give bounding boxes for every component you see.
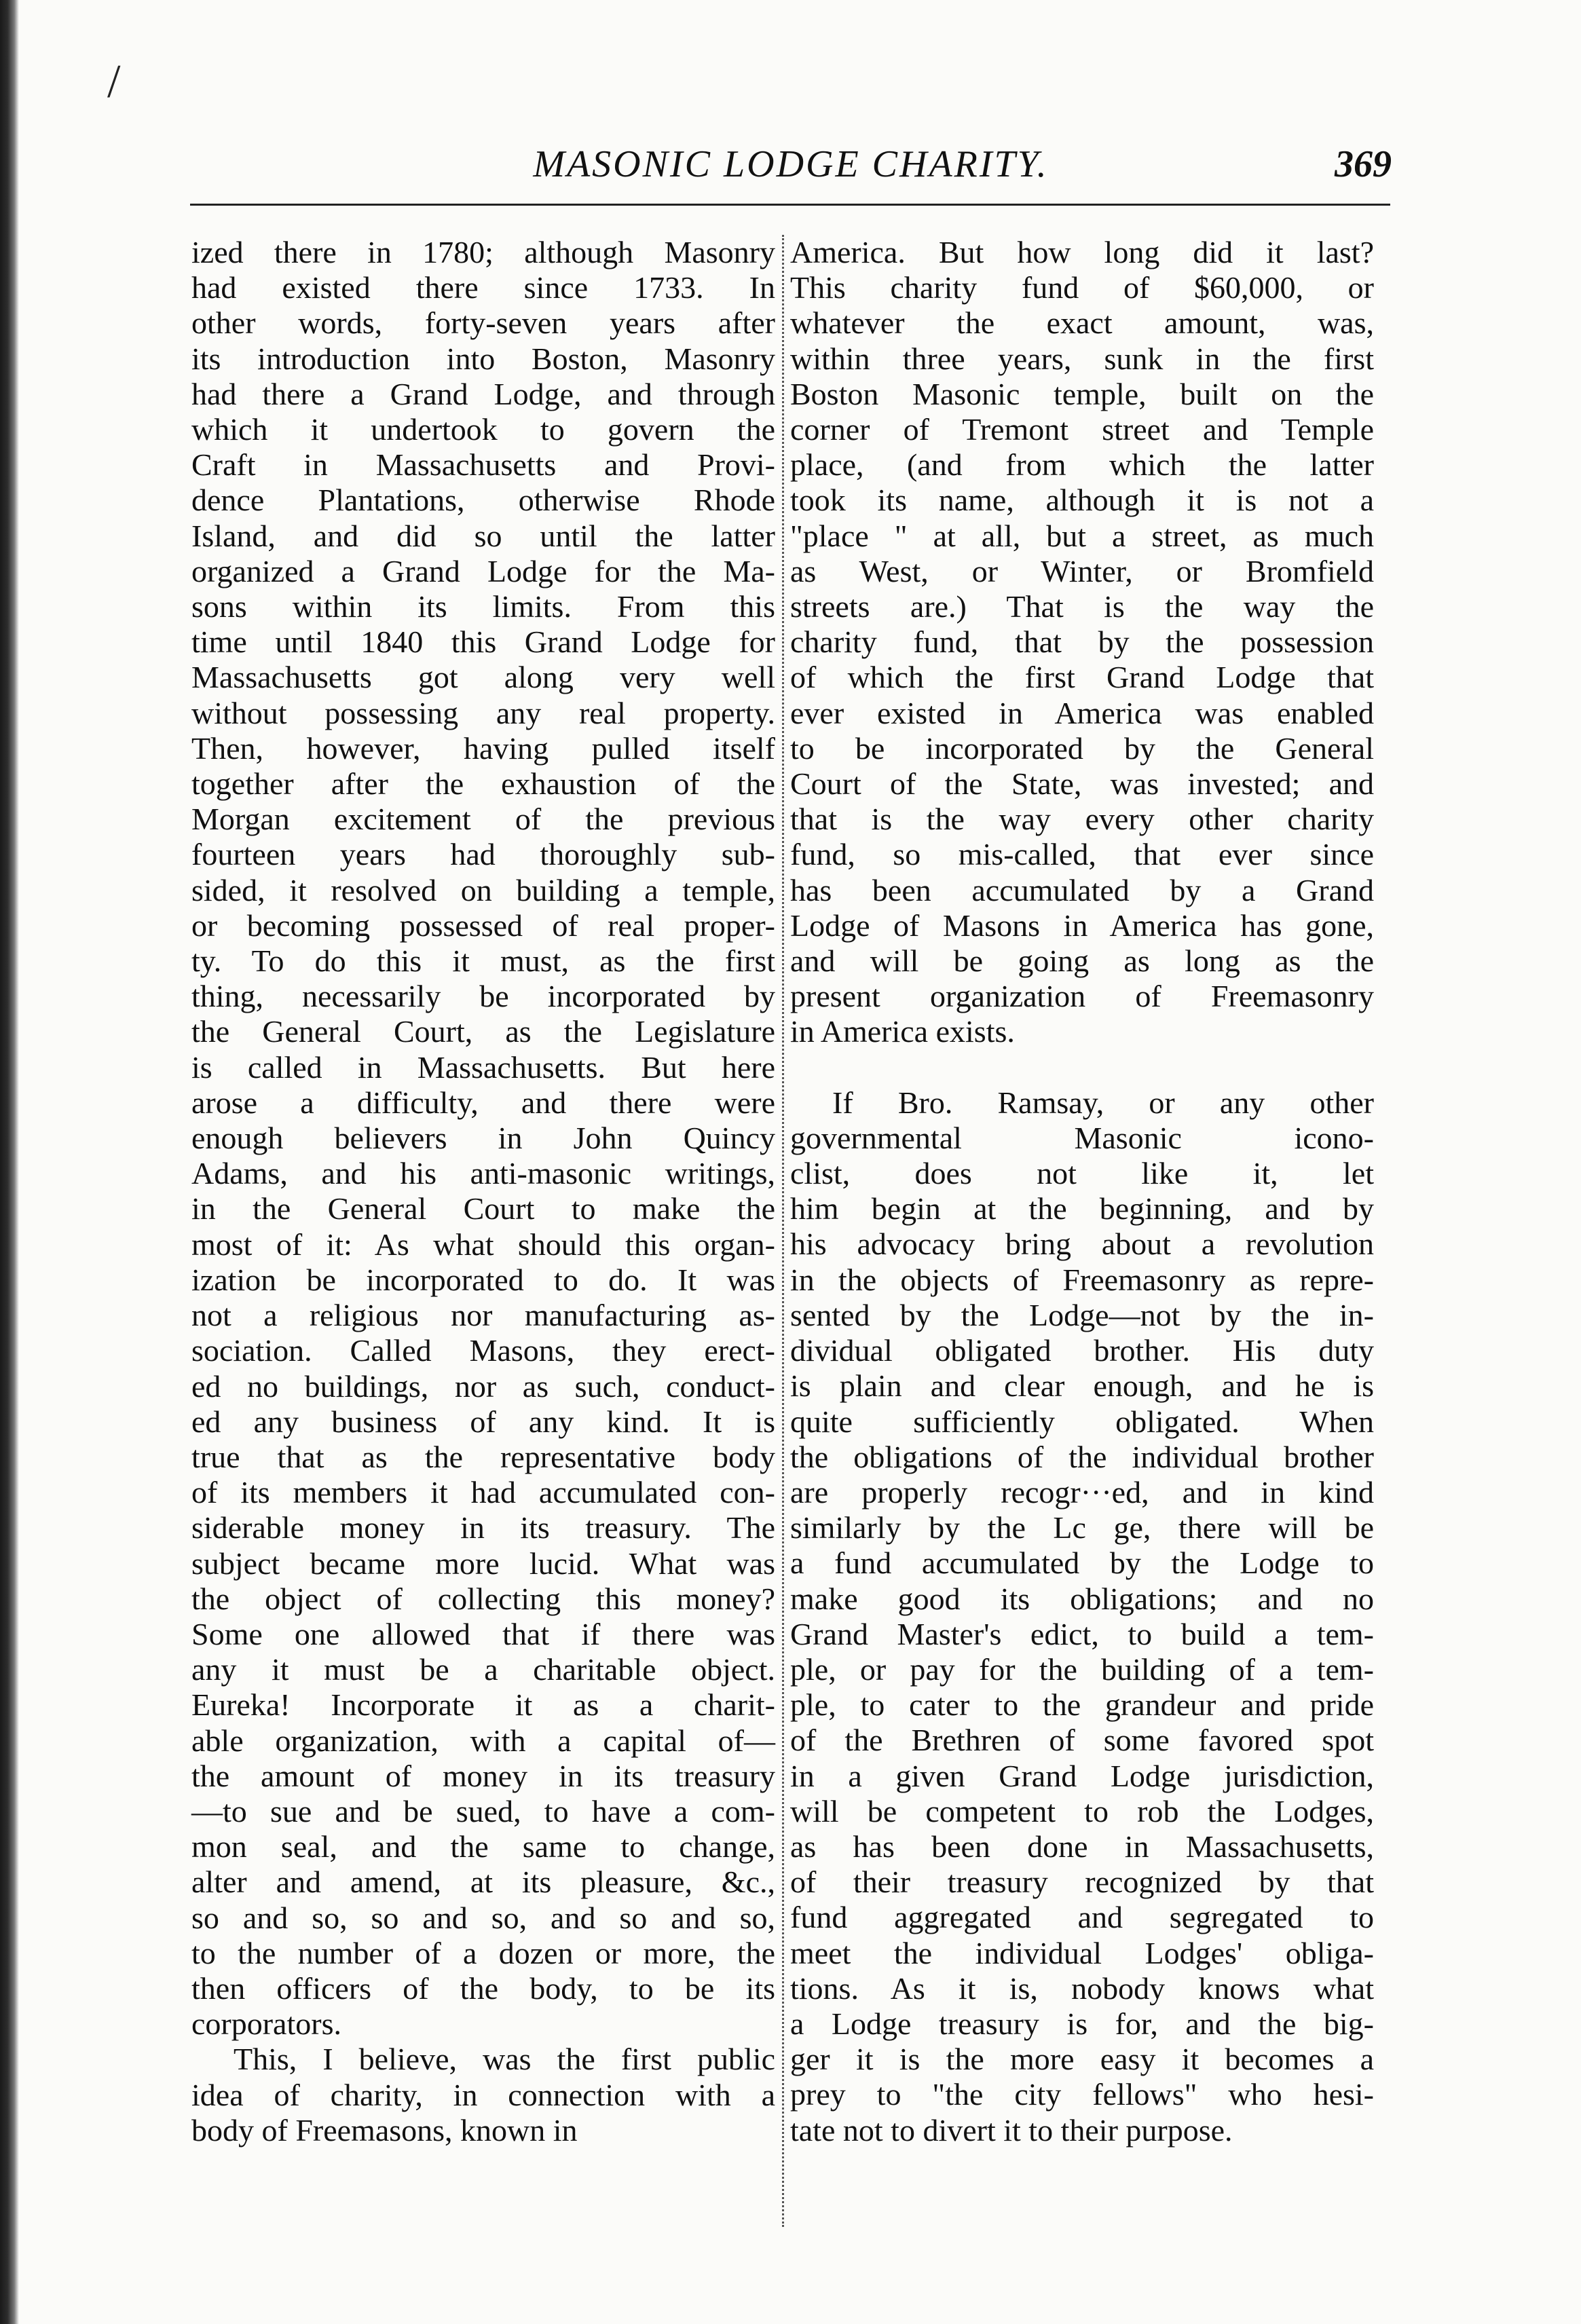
text-line: governmental Masonic icono- <box>790 1120 1374 1155</box>
text-line: in the objects of Freemasonry as repre- <box>790 1262 1374 1297</box>
text-line: as West, or Winter, or Bromfield <box>790 553 1374 588</box>
page-header <box>190 137 1392 191</box>
text-line: him begin at the beginning, and by <box>790 1191 1374 1226</box>
text-line: Massachusetts got along very well <box>191 660 775 695</box>
text-line: sented by the Lodge—not by the in- <box>790 1297 1374 1332</box>
text-line: Boston Masonic temple, built on the <box>790 376 1374 411</box>
text-line: the amount of money in its treasury <box>191 1758 775 1793</box>
header-rule <box>190 204 1390 206</box>
text-line: Morgan excitement of the previous <box>191 802 775 837</box>
text-line: dividual obligated brother. His duty <box>790 1333 1374 1368</box>
text-line: that is the way every other charity <box>790 802 1374 837</box>
text-line: America. But how long did it last? <box>790 235 1374 269</box>
text-line: without possessing any real property. <box>191 695 775 730</box>
text-line: most of it: As what should this organ- <box>191 1226 775 1262</box>
text-line: of their treasury recognized by that <box>790 1864 1374 1900</box>
text-line: dence Plantations, otherwise Rhode <box>191 483 775 518</box>
text-line: This charity fund of $60,000, or <box>790 270 1374 305</box>
text-line: its introduction into Boston, Masonry <box>191 341 775 376</box>
text-line: of its members it had accumulated con- <box>191 1475 775 1510</box>
text-line: meet the individual Lodges' obliga- <box>790 1935 1374 1970</box>
text-line: enough believers in John Quincy <box>191 1121 775 1156</box>
text-line: ization be incorporated to do. It was <box>191 1262 775 1297</box>
text-line: subject became more lucid. What was <box>191 1545 775 1581</box>
text-line: are properly recogr···ed, and in kind <box>790 1474 1374 1510</box>
text-line: fund, so mis-called, that ever since <box>790 837 1374 872</box>
text-line: —to sue and be sued, to have a com- <box>191 1793 775 1829</box>
text-line: sociation. Called Masons, they erect- <box>191 1333 775 1368</box>
running-title: MASONIC LODGE CHARITY. <box>533 143 1049 185</box>
text-line: fund aggregated and segregated to <box>790 1900 1374 1935</box>
text-line: Court of the State, was invested; and <box>790 766 1374 802</box>
text-line: arose a difficulty, and there were <box>191 1085 775 1120</box>
text-line: present organization of Freemasonry <box>790 979 1374 1014</box>
text-line: of which the first Grand Lodge that <box>790 660 1374 695</box>
text-line: mon seal, and the same to change, <box>191 1829 775 1864</box>
text-line: is plain and clear enough, and he is <box>790 1368 1374 1404</box>
text-line: thing, necessarily be incorporated by <box>191 979 775 1014</box>
text-line: ger it is the more easy it becomes a <box>790 2042 1374 2077</box>
text-line: a Lodge treasury is for, and the big- <box>790 2006 1374 2041</box>
text-line: in the General Court to make the <box>191 1191 775 1226</box>
text-line: a fund accumulated by the Lodge to <box>790 1545 1374 1581</box>
text-line: organized a Grand Lodge for the Ma- <box>191 553 775 588</box>
text-line: Eureka! Incorporate it as a charit- <box>191 1687 775 1723</box>
text-line: as has been done in Massachusetts, <box>790 1829 1374 1864</box>
text-line: in America exists. <box>790 1014 1015 1049</box>
text-line: in a given Grand Lodge jurisdiction, <box>790 1758 1374 1793</box>
text-line: ever existed in America was enabled <box>790 695 1374 730</box>
text-line: to the number of a dozen or more, the <box>191 1935 775 1970</box>
text-line: Craft in Massachusetts and Provi- <box>191 447 775 483</box>
text-line: Adams, and his anti-masonic writings, <box>191 1156 775 1191</box>
text-line: ple, to cater to the grandeur and pride <box>790 1687 1374 1723</box>
text-line: idea of charity, in connection with a <box>191 2077 775 2112</box>
text-line: has been accumulated by a Grand <box>790 872 1374 907</box>
column-divider <box>782 235 784 2227</box>
text-line: "place " at all, but a street, as much <box>790 518 1374 553</box>
text-line: so and so, so and so, and so and so, <box>191 1900 775 1935</box>
text-line: which it undertook to govern the <box>191 412 775 447</box>
text-line: charity fund, that by the possession <box>790 624 1374 660</box>
text-line: body of Freemasons, known in <box>191 2112 578 2148</box>
text-line: the object of collecting this money? <box>191 1581 775 1616</box>
text-line: together after the exhaustion of the <box>191 766 775 802</box>
margin-pen-mark: / <box>107 56 121 108</box>
text-line: prey to "the city fellows" who hesi- <box>790 2077 1374 2112</box>
text-line: ed any business of any kind. It is <box>191 1404 775 1439</box>
text-line: streets are.) That is the way the <box>790 589 1374 624</box>
text-line: sons within its limits. From this <box>191 589 775 624</box>
book-binding-edge <box>0 0 19 2324</box>
text-line: ed no buildings, nor as such, conduct- <box>191 1368 775 1404</box>
text-line: Island, and did so until the latter <box>191 518 775 553</box>
text-line: make good its obligations; and no <box>790 1581 1374 1616</box>
text-line: similarly by the Lc ge, there will be <box>790 1510 1374 1545</box>
text-line: corporators. <box>191 2006 341 2042</box>
text-line: ized there in 1780; although Masonry <box>191 235 775 269</box>
text-line: Lodge of Masons in America has gone, <box>790 907 1374 943</box>
text-line: able organization, with a capital of— <box>191 1723 775 1758</box>
text-line: ple, or pay for the building of a tem- <box>790 1651 1374 1687</box>
paragraph-gap <box>790 1050 1374 1085</box>
text-line: the obligations of the individual brother <box>790 1439 1374 1474</box>
text-line: corner of Tremont street and Temple <box>790 412 1374 447</box>
text-line: If Bro. Ramsay, or any other <box>832 1085 1374 1120</box>
left-column <box>191 235 775 2148</box>
text-line: clist, does not like it, let <box>790 1156 1374 1191</box>
text-line: is called in Massachusetts. But here <box>191 1049 775 1085</box>
text-line: took its name, although it is not a <box>790 483 1374 518</box>
text-line: not a religious nor manufacturing as- <box>191 1298 775 1333</box>
right-column <box>790 235 1374 2148</box>
text-line: tions. As it is, nobody knows what <box>790 1970 1374 2006</box>
text-line: his advocacy bring about a revolution <box>790 1226 1374 1262</box>
text-line: will be competent to rob the Lodges, <box>790 1793 1374 1829</box>
text-line: ty. To do this it must, as the first <box>191 943 775 979</box>
text-line: Then, however, having pulled itself <box>191 730 775 766</box>
text-line: time until 1840 this Grand Lodge for <box>191 624 775 660</box>
text-line: had existed there since 1733. In <box>191 270 775 305</box>
text-line: and will be going as long as the <box>790 943 1374 979</box>
text-line: of the Brethren of some favored spot <box>790 1723 1374 1758</box>
text-line: alter and amend, at its pleasure, &c., <box>191 1864 775 1900</box>
text-line: the General Court, as the Legislature <box>191 1014 775 1049</box>
text-line: any it must be a charitable object. <box>191 1652 775 1687</box>
text-line: true that as the representative body <box>191 1439 775 1474</box>
text-line: quite sufficiently obligated. When <box>790 1404 1374 1439</box>
text-line: whatever the exact amount, was, <box>790 305 1374 341</box>
text-line: Some one allowed that if there was <box>191 1616 775 1651</box>
text-line: This, I believe, was the first public <box>234 2042 775 2077</box>
text-line: sided, it resolved on building a temple, <box>191 872 775 907</box>
page-number: 369 <box>1335 143 1392 185</box>
text-line: tate not to divert it to their purpose. <box>790 2112 1233 2148</box>
text-line: to be incorporated by the General <box>790 730 1374 766</box>
text-line: other words, forty-seven years after <box>191 305 775 341</box>
text-line: fourteen years had thoroughly sub- <box>191 837 775 872</box>
text-line: then officers of the body, to be its <box>191 1970 775 2006</box>
text-line: Grand Master's edict, to build a tem- <box>790 1616 1374 1651</box>
text-line: had there a Grand Lodge, and through <box>191 376 775 411</box>
text-line: or becoming possessed of real proper- <box>191 907 775 943</box>
text-line: within three years, sunk in the first <box>790 341 1374 376</box>
text-line: siderable money in its treasury. The <box>191 1510 775 1545</box>
text-line: place, (and from which the latter <box>790 447 1374 483</box>
